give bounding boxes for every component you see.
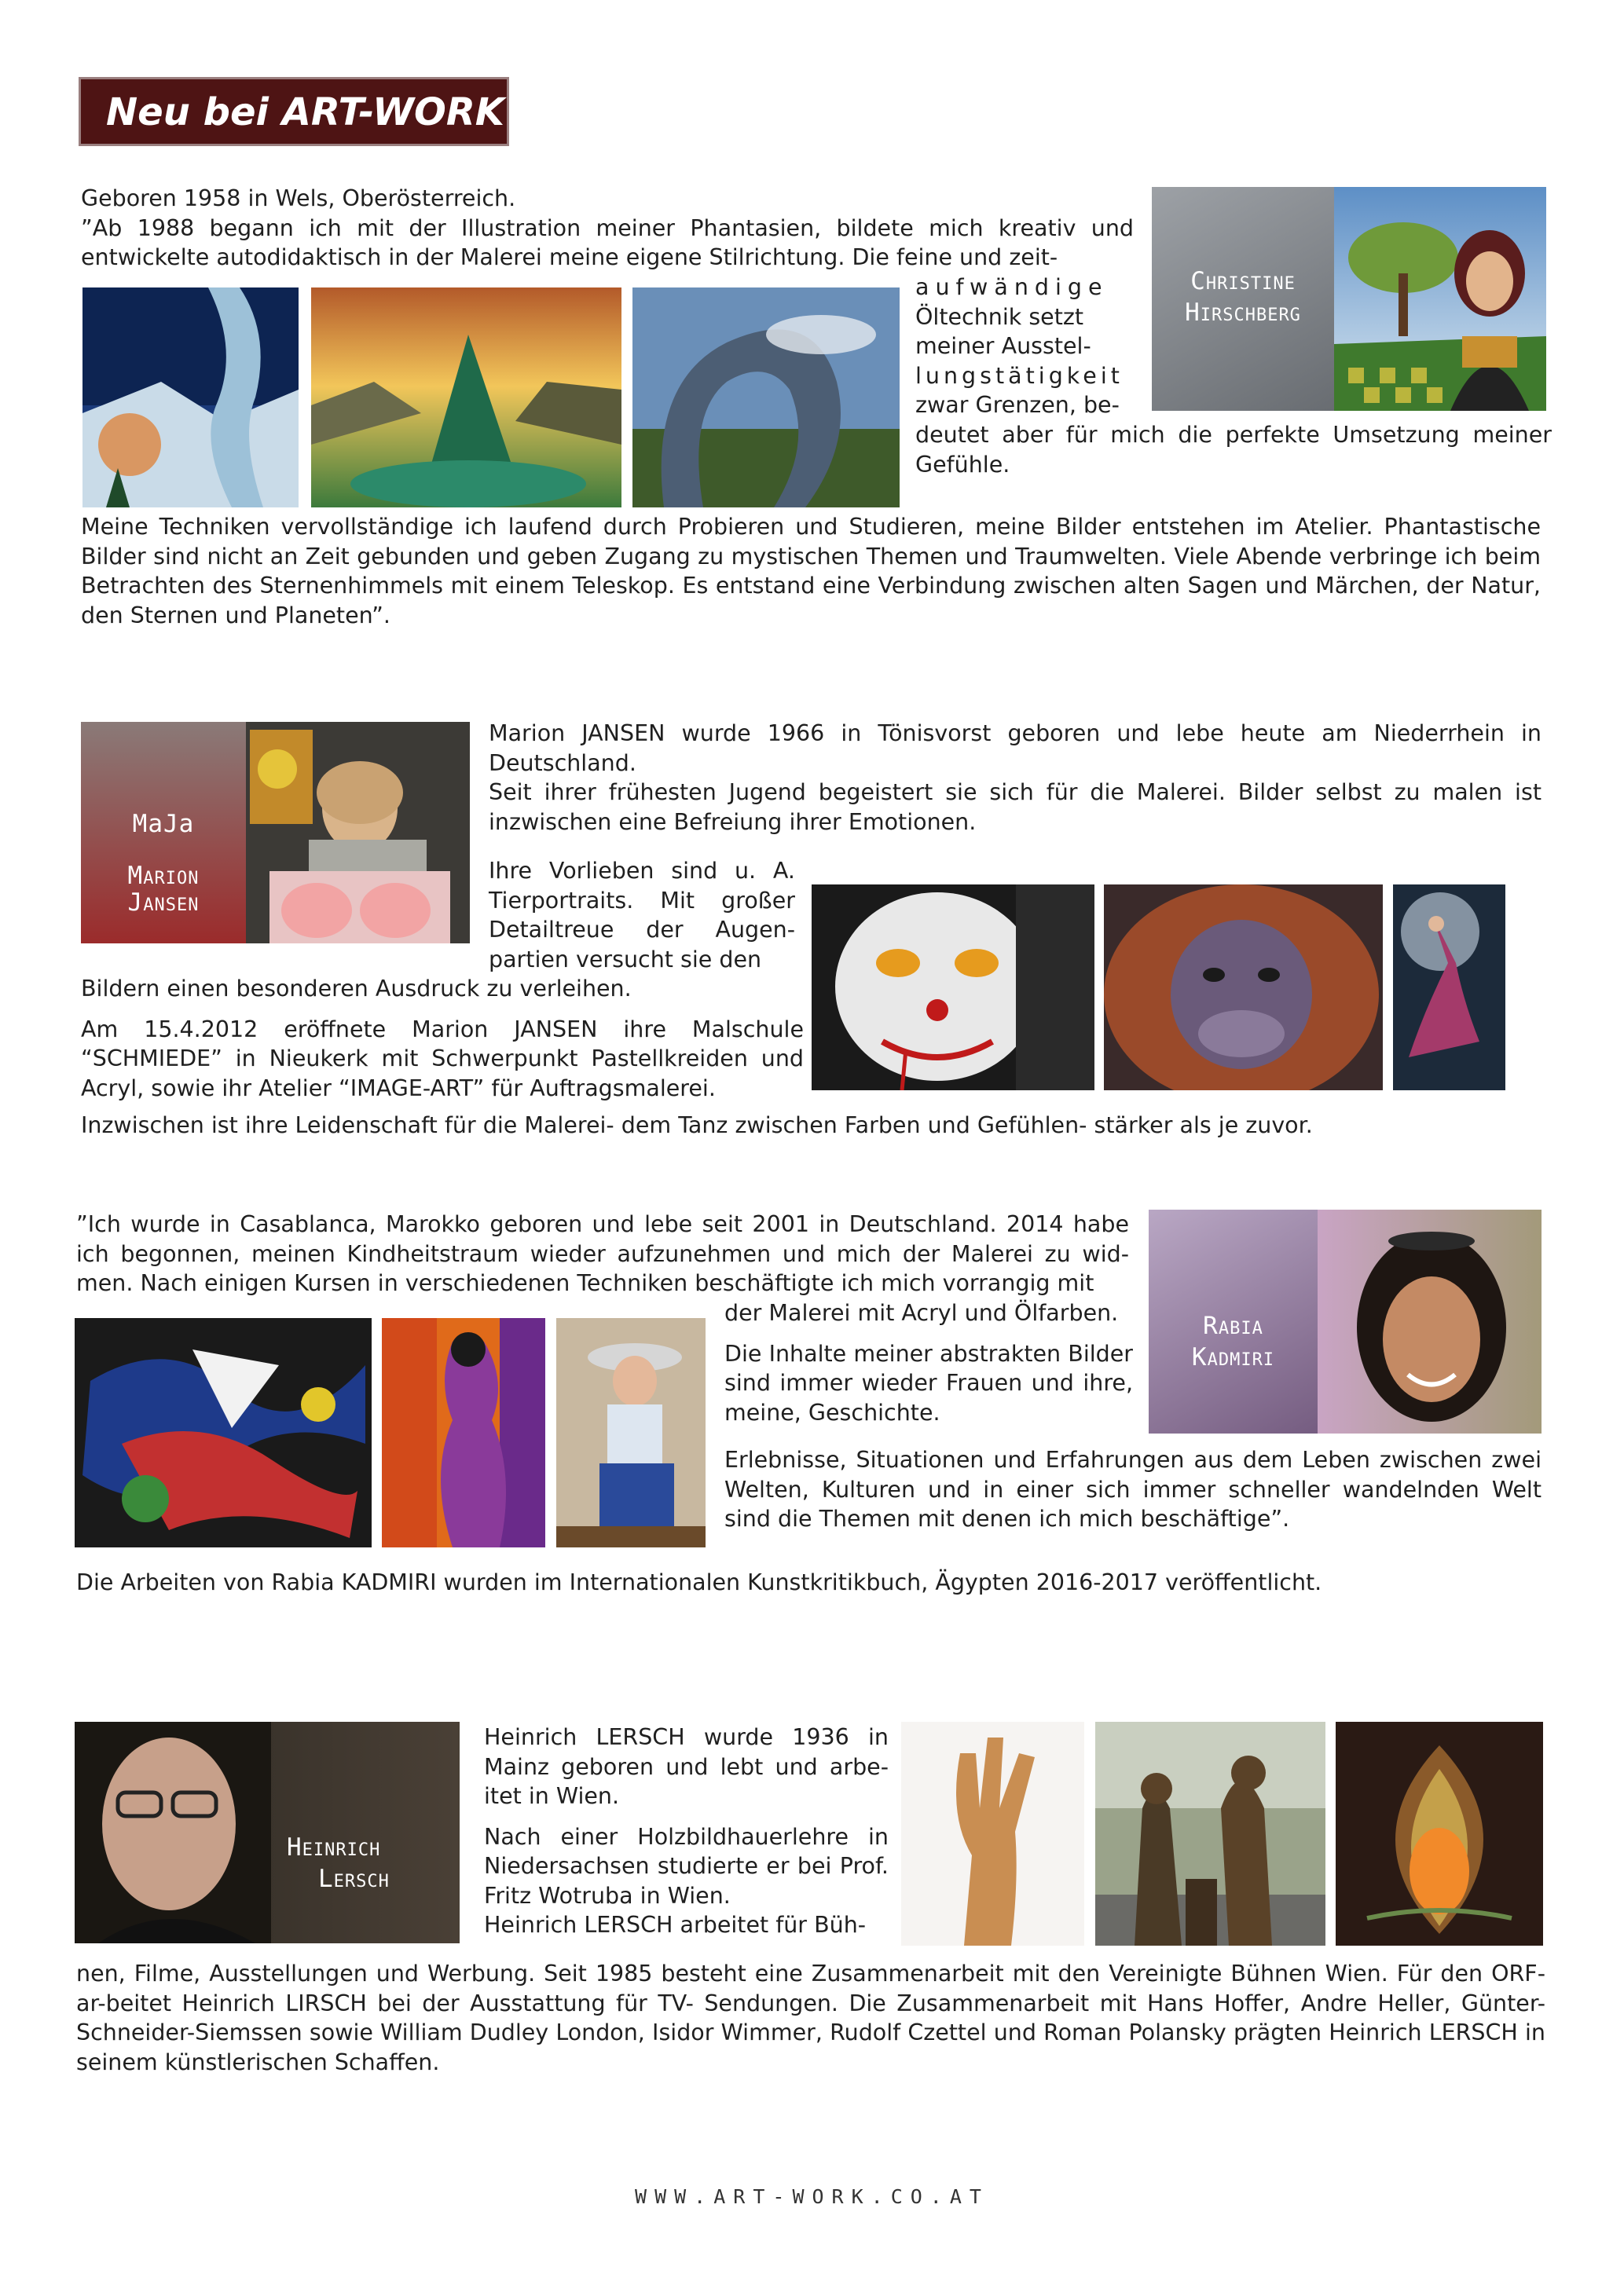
jansen-artwork-1: [812, 884, 1094, 1090]
lersch-para-3a: Heinrich LERSCH arbeitet für Büh-: [484, 1912, 867, 1938]
jansen-para-5: Inzwischen ist ihre Leidenschaft für die Malerei- dem Tanz zwischen Farben und Gefühlen- stärker als je zuvor.: [81, 1112, 1313, 1138]
jansen-last-name: Jansen: [127, 888, 200, 917]
jansen-artwork-3: [1393, 884, 1505, 1090]
jansen-alias: MaJa: [132, 810, 195, 838]
kadmiri-note: Die Arbeiten von Rabia KADMIRI wurden im Internationalen Kunstkritikbuch, Ägypten 2016-2017 veröffentlicht.: [76, 1569, 1322, 1595]
kadmiri-first-name: Rabia: [1203, 1312, 1263, 1340]
page-title-box: [79, 77, 509, 146]
lersch-portrait-card: [75, 1722, 460, 1943]
kadmiri-para-3-block: [724, 1445, 1542, 1534]
kadmiri-para-3: Erlebnisse, Situationen und Erfahrungen aus dem Leben zwischen zwei Welten, Kulturen und in einer sich immer schneller wandelnden Welt sind die Themen mit denen ich mich beschäftige”.: [724, 1447, 1542, 1532]
kadmiri-last-name: Kadmiri: [1191, 1343, 1275, 1371]
hirschberg-wrap-4: lungstätigkeit: [915, 362, 1124, 389]
jansen-wrap-text: [489, 856, 795, 974]
hirschberg-intro-text: [81, 184, 1134, 273]
hirschberg-wrap-1: aufwändige: [915, 274, 1109, 300]
jansen-para-2: Seit ihrer frühesten Jugend begeistert sie sich für die Malerei. Bilder selbst zu malen ist inzwischen eine Befreiung ihrer Emotionen.: [489, 779, 1542, 835]
jansen-first-name: Marion: [127, 862, 200, 890]
footer-url[interactable]: WWW.ART-WORK.CO.AT: [635, 2185, 989, 2208]
hirschberg-wrap-3: meiner Ausstel-: [915, 333, 1091, 359]
kadmiri-wrap-text: [724, 1298, 1133, 1427]
hirschberg-wrap-continuation: [915, 420, 1552, 479]
jansen-top-text: [489, 719, 1542, 837]
kadmiri-artwork-3: [556, 1318, 706, 1547]
jansen-para-3b: Bildern einen besonderen Ausdruck zu verleihen.: [81, 976, 632, 1002]
lersch-para-2: Nach einer Holzbildhauerlehre in Niedersachsen studierte er bei Prof. Fritz Wotruba in Wien.: [484, 1823, 889, 1909]
lersch-name-label: [271, 1832, 460, 1895]
kadmiri-portrait-card: [1149, 1210, 1542, 1434]
jansen-para-3a: Ihre Vorlieben sind u. A. Tierportraits. Mit großer Detailtreue der Augen-partien versucht sie den: [489, 858, 795, 972]
jansen-bottom-text: [81, 1111, 1541, 1141]
jansen-para-1: Marion JANSEN wurde 1966 in Tönisvorst geboren und lebe heute am Niederrhein in Deutschland.: [489, 720, 1542, 776]
hirschberg-wrap-2: Öltechnik setzt: [915, 303, 1084, 330]
hirschberg-artwork-3: [632, 287, 900, 507]
kadmiri-name-label: [1149, 1310, 1318, 1373]
kadmiri-note-block: [76, 1568, 1538, 1598]
kadmiri-para-2: Die Inhalte meiner abstrakten Bilder sind immer wieder Frauen und ihre, meine, Geschichte.: [724, 1340, 1133, 1426]
jansen-left-text: [81, 974, 804, 1103]
hirschberg-artwork-1: [82, 287, 299, 507]
hirschberg-wrap-6: deutet aber für mich die perfekte Umsetzung meiner Gefühle.: [915, 422, 1552, 478]
hirschberg-body: [81, 512, 1541, 630]
lersch-body-block: [76, 1959, 1545, 2077]
page-title: Neu bei ART-WORK: [106, 90, 504, 134]
lersch-last-name: Lersch: [318, 1865, 390, 1893]
hirschberg-wrap-5: zwar Grenzen, be-: [915, 392, 1120, 418]
jansen-para-4: Am 15.4.2012 eröffnete Marion JANSEN ihre Malschule “SCHMIEDE” in Nieukerk mit Schwerpunkt Pastellkreiden und Acryl, sowie ihr Atelier “IMAGE-ART” für Auftragsmalerei.: [81, 1016, 804, 1101]
hirschberg-wrap-text: [915, 273, 1131, 420]
lersch-artwork-2: [1095, 1722, 1325, 1946]
hirschberg-first-name: Christine: [1190, 267, 1296, 295]
kadmiri-artwork-2: [382, 1318, 545, 1547]
kadmiri-quote-end: der Malerei mit Acryl und Ölfarben.: [724, 1300, 1119, 1326]
jansen-name-label: [81, 808, 246, 918]
lersch-artwork-1: [901, 1722, 1084, 1946]
lersch-para-3b: nen, Filme, Ausstellungen und Werbung. Seit 1985 besteht eine Zusammenarbeit mit den Vereinigte Bühnen Wien. Für den ORF- ar-beitet Heinrich LIRSCH bei der Ausstattung für TV- Sendungen. Die Zusammenarbeit mit Hans Hoffer, Andre Heller, Günter-Schneider-Siemssen sowie William Dudley London, Isidor Wimmer, Rudolf Czettel und Roman Polansky prägten Heinrich LERSCH in seinem künstlerischen Schaffen.: [76, 1961, 1545, 2075]
hirschberg-quote-start: ”Ab 1988 begann ich mit der Illustration meiner Phantasien, bildete mich kreativ und entwickelte autodidaktisch in der Malerei meine eigene Stilrichtung. Die feine und zeit-: [81, 214, 1134, 270]
kadmiri-artwork-1: [75, 1318, 372, 1547]
lersch-first-name: Heinrich: [287, 1833, 381, 1862]
jansen-artwork-2: [1104, 884, 1383, 1090]
hirschberg-last-name: Hirschberg: [1185, 298, 1301, 327]
hirschberg-artwork-2: [311, 287, 621, 507]
kadmiri-quote: ”Ich wurde in Casablanca, Marokko geboren und lebe seit 2001 in Deutschland. 2014 habe ich begonnen, meinen Kindheitstraum wieder aufzunehmen und mich der Malerei zu wid-men. Nach einigen Kursen in verschiedenen Techniken beschäftigte ich mich vorrangig mit: [76, 1211, 1129, 1296]
hirschberg-name-label: [1152, 265, 1334, 328]
lersch-para-1: Heinrich LERSCH wurde 1936 in Mainz geboren und lebt und arbe-itet in Wien.: [484, 1724, 889, 1809]
hirschberg-body-text: Meine Techniken vervollständige ich laufend durch Probieren und Studieren, meine Bilder entstehen im Atelier. Phantastische Bilder sind nicht an Zeit gebunden und geben Zugang zu mystischen Themen und Traumwelten. Viele Abende verbringe ich beim Betrachten des Sternenhimmels mit einem Teleskop. Es entstand eine Verbindung zwischen alten Sagen und Märchen, der Natur, den Sternen und Planeten”.: [81, 514, 1541, 628]
lersch-wrap-text: [484, 1723, 889, 1940]
kadmiri-quote-text: [76, 1210, 1129, 1298]
jansen-portrait-card: [81, 722, 470, 943]
hirschberg-intro: Geboren 1958 in Wels, Oberösterreich.: [81, 185, 516, 211]
lersch-artwork-3: [1336, 1722, 1543, 1946]
hirschberg-portrait-card: [1152, 187, 1546, 411]
